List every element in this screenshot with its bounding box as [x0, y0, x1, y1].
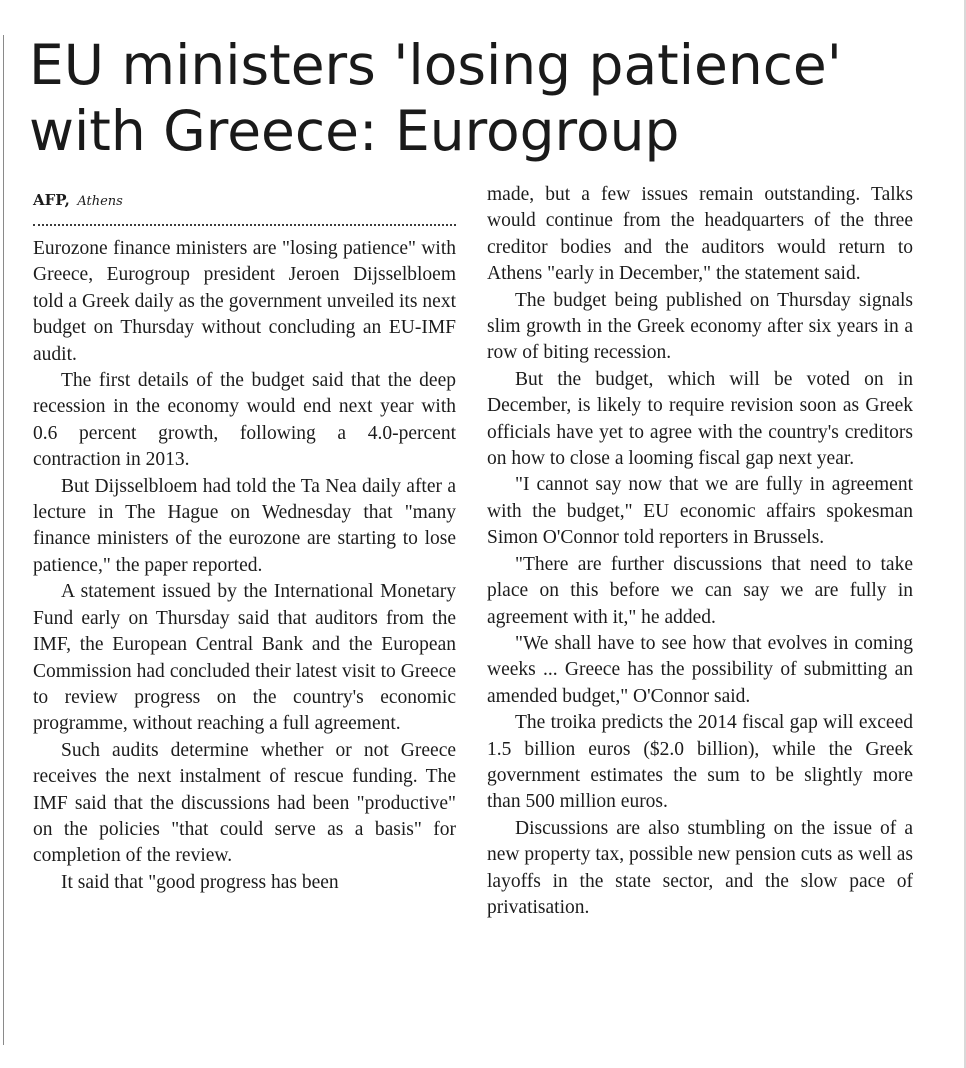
paragraph-6: It said that "good progress has been [61, 871, 339, 893]
paragraph-2: The first details of the budget said that the deep recession in the economy would end next year with 0.6 percent growth, following a 4.0-percent contraction in 2013. [33, 370, 456, 471]
paragraph-12: The troika predicts the 2014 fiscal gap will exceed 1.5 billion euros ($2.0 billion), while the Greek government estimates the sum to be slightly more than 500 million euros. [487, 712, 913, 813]
paragraph-11: "We shall have to see how that evolves in coming weeks ... Greece has the possibility of submitting an amended budget," O'Connor said. [487, 632, 913, 707]
paragraph-7: The budget being published on Thursday signals slim growth in the Greek economy after six years in a row of biting recession. [487, 289, 913, 364]
paragraph-5: Such audits determine whether or not Greece receives the next instalment of rescue funding. The IMF said that the discussions had been "productive" on the policies "that could serve as a basis" for completion of the review. [33, 739, 456, 867]
article-column-2 [487, 182, 913, 921]
paragraph-4: A statement issued by the International Monetary Fund early on Thursday said that auditors from the IMF, the European Central Bank and the European Commission had concluded their latest visit to Greece to review progress on the country's economic programme, without reaching a full agreement. [33, 581, 456, 735]
article-column-1 [33, 236, 456, 896]
paragraph-13: Discussions are also stumbling on the issue of a new property tax, possible new pension cuts as well as layoffs in the state sector, and the slow pace of privatisation. [487, 817, 913, 918]
article-headline: EU ministers 'losing patience' with Greece: Eurogroup [29, 33, 842, 163]
byline-dateline: Athens [77, 194, 123, 209]
paragraph-6-continuation: made, but a few issues remain outstanding. Talks would continue from the headquarters of the three creditor bodies and the auditors would return to Athens "early in December," the statement said. [487, 184, 913, 285]
left-column-rule [3, 35, 4, 1045]
byline-divider [33, 224, 456, 226]
paragraph-3: But Dijsselbloem had told the Ta Nea daily after a lecture in The Hague on Wednesday that "many finance ministers of the eurozone are starting to lose patience," the paper reported. [33, 475, 456, 576]
byline-agency: AFP, [33, 191, 70, 209]
paragraph-1: Eurozone finance ministers are "losing patience" with Greece, Eurogroup president Jeroen Dijsselbloem told a Greek daily as the government unveiled its next budget on Thursday without concluding an EU-IMF audit. [33, 238, 456, 365]
paragraph-8: But the budget, which will be voted on in December, is likely to require revision soon as Greek officials have yet to agree with the country's creditors on how to close a looming fiscal gap next year. [487, 368, 913, 470]
paragraph-10: "There are further discussions that need to take place on this before we can say we are fully in agreement with it," he added. [487, 553, 913, 628]
byline [33, 191, 453, 213]
paragraph-9: "I cannot say now that we are fully in agreement with the budget," EU economic affairs spokesman Simon O'Connor told reporters in Brussels. [487, 474, 913, 549]
